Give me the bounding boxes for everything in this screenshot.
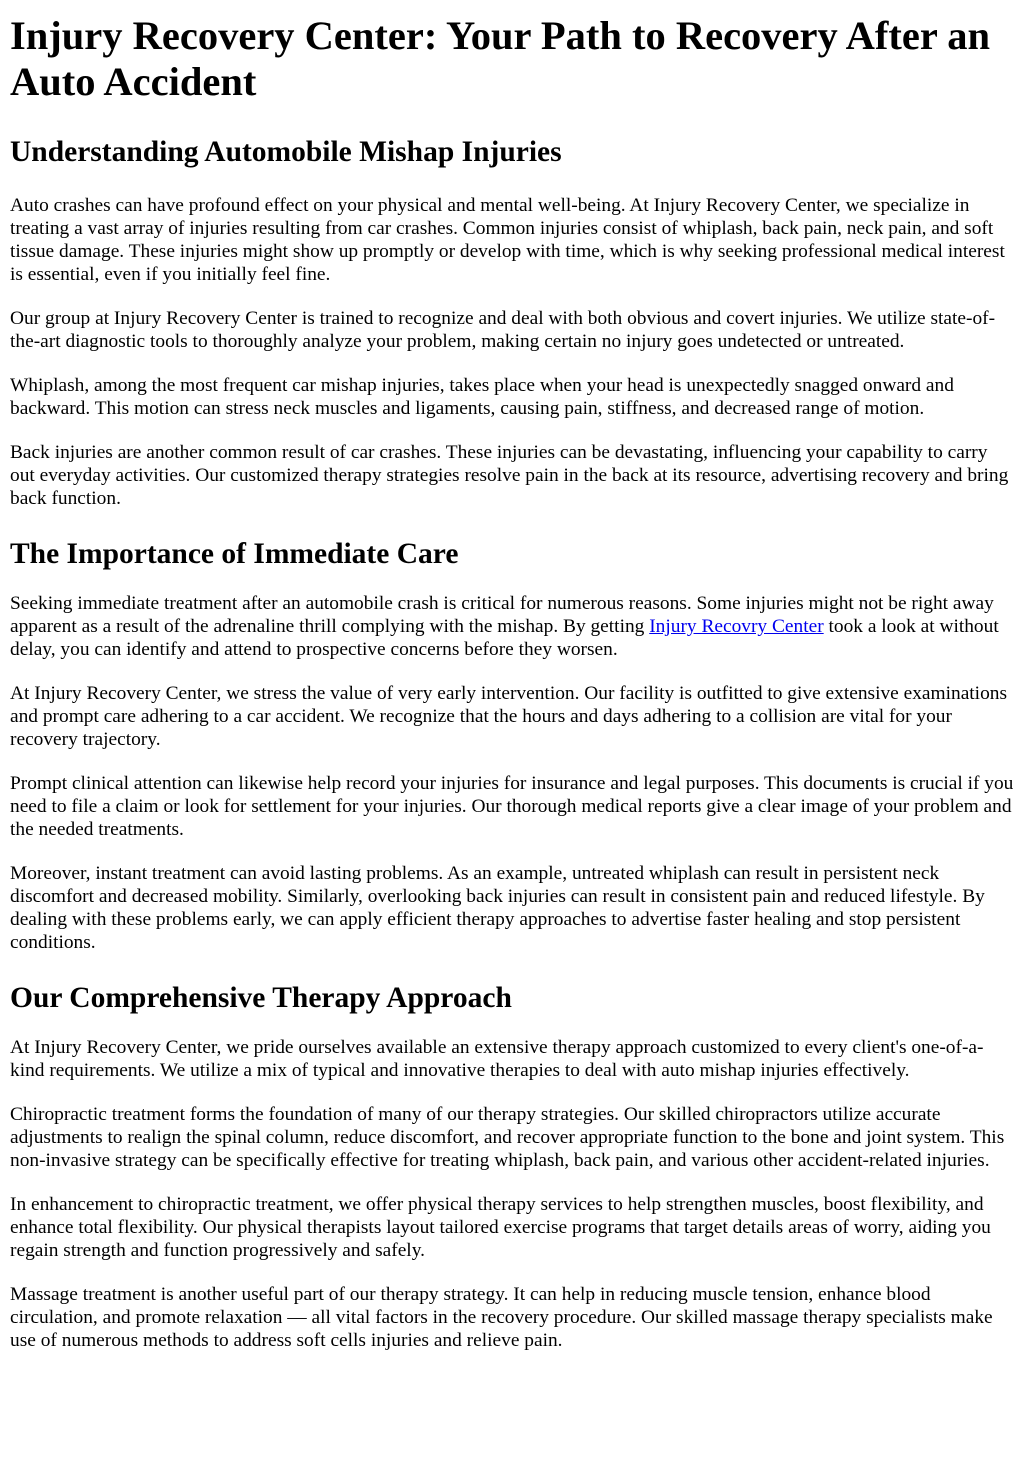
paragraph: Whiplash, among the most frequent car mishap injuries, takes place when your head is unexpectedly snagged onward and backward. This motion can stress neck muscles and ligaments, causing pain, stiffness, and decreased range of motion. [10, 375, 954, 419]
section-heading-immediate-care: The Importance of Immediate Care [10, 538, 459, 570]
paragraph: At Injury Recovery Center, we stress the value of very early intervention. Our facility is outfitted to give extensive examinations and prompt care adhering to a car accident. We recognize that the hours and days adhering to a collision are vital for your recovery trajectory. [10, 683, 1008, 750]
section-heading-therapy-approach: Our Comprehensive Therapy Approach [10, 982, 512, 1014]
paragraph: Back injuries are another common result of car crashes. These injuries can be devastating, influencing your capability to carry out everyday activities. Our customized therapy strategies resolve pain in the back at its resource, advertising recovery and bring back function. [10, 442, 1009, 509]
page-title: Injury Recovery Center: Your Path to Recovery After an Auto Accident [10, 13, 990, 104]
paragraph: In enhancement to chiropractic treatment, we offer physical therapy services to help strengthen muscles, boost flexibility, and enhance total flexibility. Our physical therapists layout tailored exercise programs that target details areas of worry, aiding you regain strength and function progressively and safely. [10, 1194, 991, 1261]
paragraph: Chiropractic treatment forms the foundation of many of our therapy strategies. Our skilled chiropractors utilize accurate adjustments to realign the spinal column, reduce discomfort, and recover appropriate function to the bone and joint system. This non-invasive strategy can be specifically effective for treating whiplash, back pain, and various other accident-related injuries. [10, 1104, 1005, 1171]
paragraph-text-after-link: took a look at without delay, you can identify and attend to prospective concerns before they worsen. [10, 616, 999, 660]
paragraph: Our group at Injury Recovery Center is trained to recognize and deal with both obvious and covert injuries. We utilize state-of-the-art diagnostic tools to thoroughly analyze your problem, making certain no injury goes undetected or untreated. [10, 308, 996, 352]
section-heading-understanding-injuries: Understanding Automobile Mishap Injuries [10, 136, 562, 168]
article [0, 13, 1024, 1352]
paragraph: Massage treatment is another useful part of our therapy strategy. It can help in reducing muscle tension, enhance blood circulation, and promote relaxation –– all vital factors in the recovery procedure. Our skilled massage therapy specialists make use of numerous methods to address soft cells injuries and relieve pain. [10, 1284, 993, 1351]
paragraph: Moreover, instant treatment can avoid lasting problems. As an example, untreated whiplash can result in persistent neck discomfort and decreased mobility. Similarly, overlooking back injuries can result in consistent pain and reduced lifestyle. By dealing with these problems early, we can apply efficient therapy approaches to advertise faster healing and stop persistent conditions. [10, 863, 985, 953]
paragraph-with-link [10, 592, 1014, 661]
injury-recovery-center-link[interactable]: Injury Recovry Center [649, 616, 824, 637]
paragraph-text-before-link: Seeking immediate treatment after an automobile crash is critical for numerous reasons. Some injuries might not be right away apparent as a result of the adrenaline thrill complying with the mishap. By getting [10, 593, 994, 637]
paragraph: Auto crashes can have profound effect on your physical and mental well-being. At Injury Recovery Center, we specialize in treating a vast array of injuries resulting from car crashes. Common injuries consist of whiplash, back pain, neck pain, and soft tissue damage. These injuries might show up promptly or develop with time, which is why seeking professional medical interest is essential, even if you initially feel fine. [10, 195, 1005, 285]
paragraph: Prompt clinical attention can likewise help record your injuries for insurance and legal purposes. This documents is crucial if you need to file a claim or look for settlement for your injuries. Our thorough medical reports give a clear image of your problem and the needed treatments. [10, 773, 1014, 840]
paragraph: At Injury Recovery Center, we pride ourselves available an extensive therapy approach customized to every client's one-of-a-kind requirements. We utilize a mix of typical and innovative therapies to deal with auto mishap injuries effectively. [10, 1037, 984, 1081]
